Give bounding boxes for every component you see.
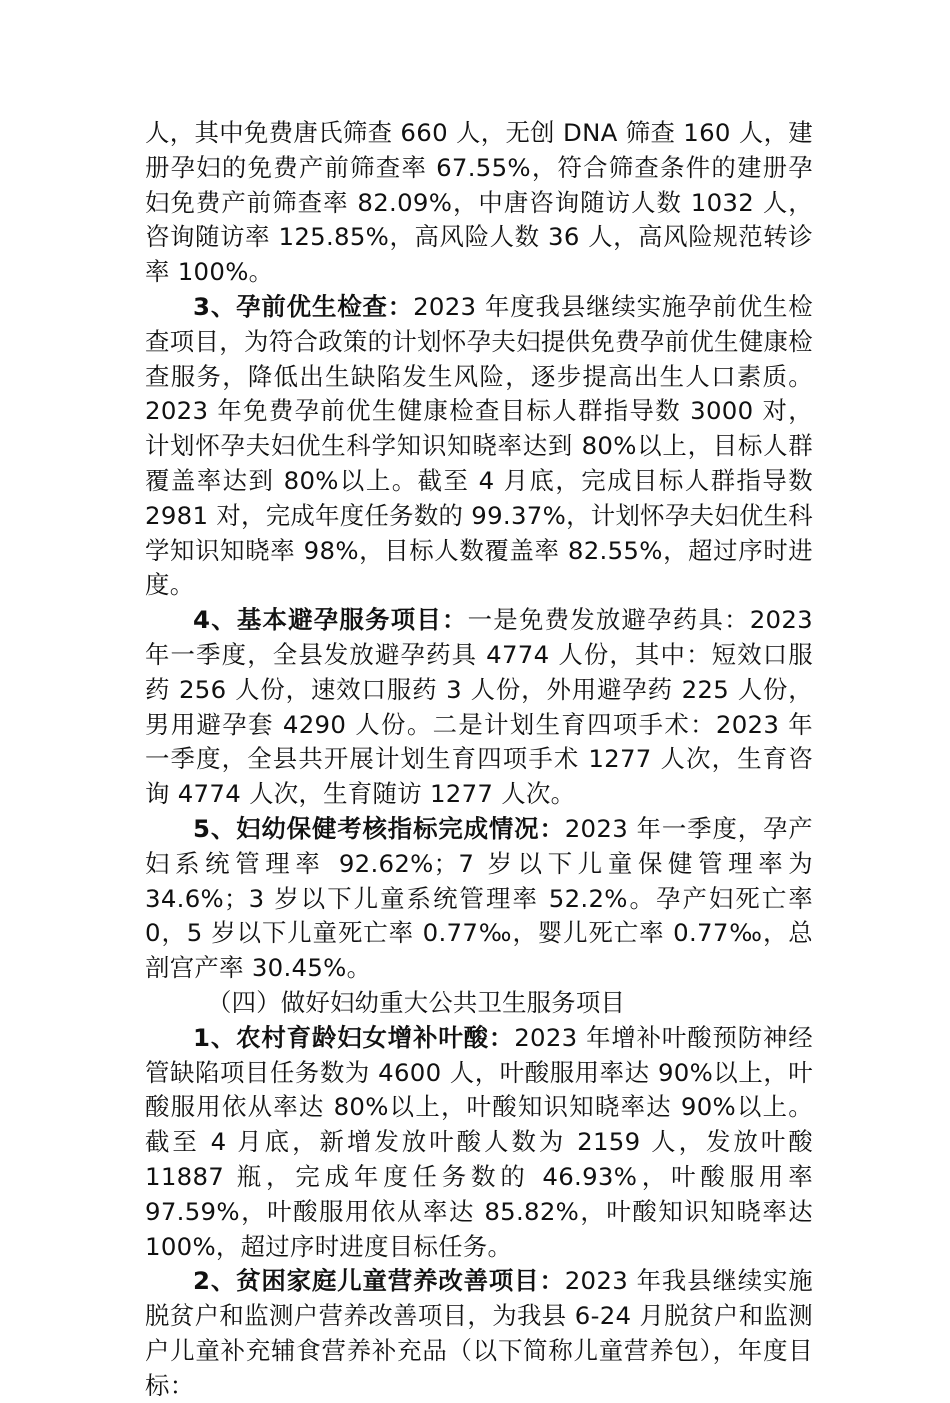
paragraph-folic-acid [145,1021,813,1265]
paragraph-text: 2023 年一季度，孕产妇系统管理率 92.62%；7 岁以下儿童保健管理率为 34.6%；3 岁以下儿童系统管理率 52.2%。孕产妇死亡率 0，5 岁以下儿童死亡率 0.77‰，婴儿死亡率 0.77‰，总剖宫产率 30.45%。 [145,813,813,983]
section-heading [145,986,813,1021]
paragraph-lead-heading: 5、妇幼保健考核指标完成情况： [193,813,565,843]
paragraph-text: 2023 年度我县继续实施孕前优生检查项目，为符合政策的计划怀孕夫妇提供免费孕前优生健康检查服务，降低出生缺陷发生风险，逐步提高出生人口素质。2023 年免费孕前优生健康检查目标人群指导数 3000 对，计划怀孕夫妇优生科学知识知晓率达到 80%以上，目标人群覆盖率达到 80%以上。截至 4 月底，完成目标人群指导数 2981 对，完成年度任务数的 99.37%，计划怀孕夫妇优生科学知识知晓率 98%，目标人数覆盖率 82.55%，超过序时进度。 [145,291,813,600]
paragraph-text: 2023 年增补叶酸预防神经管缺陷项目任务数为 4600 人，叶酸服用率达 90%以上，叶酸服用依从率达 80%以上，叶酸知识知晓率达 90%以上。截至 4 月底，新增发放叶酸人数为 2159 人，发放叶酸 11887 瓶，完成年度任务数的 46.93%，叶酸服用率 97.59%，叶酸服用依从率达 85.82%，叶酸知识知晓率达 100%，超过序时进度目标任务。 [145,1022,814,1261]
paragraph-lead-heading: 3、孕前优生检查： [193,291,414,321]
paragraph-maternal-child-indicators [145,812,813,986]
paragraph-prenatal-screening-stats [145,116,813,290]
document-body [145,116,813,1403]
paragraph-text: 2023 年我县继续实施脱贫户和监测户营养改善项目，为我县 6-24 月脱贫户和监测户儿童补充辅食营养补充品（以下简称儿童营养包），年度目标： [145,1266,813,1400]
paragraph-text: 一是免费发放避孕药具：2023 年一季度，全县发放避孕药具 4774 人份，其中：短效口服药 256 人份，速效口服药 3 人份，外用避孕药 225 人份，男用避孕套 4290 人份。二是计划生育四项手术：2023 年一季度，全县共开展计划生育四项手术 1277 人次，生育咨询 4774 人次，生育随访 1277 人次。 [145,605,813,809]
section-heading-text: （四）做好妇幼重大公共卫生服务项目 [207,987,626,1017]
paragraph-lead-heading: 1、农村育龄妇女增补叶酸： [193,1022,515,1052]
paragraph-child-nutrition [145,1264,813,1403]
paragraph-contraception-service [145,603,813,812]
paragraph-text: 人，其中免费唐氏筛查 660 人，无创 DNA 筛查 160 人，建册孕妇的免费产前筛查率 67.55%，符合筛查条件的建册孕妇免费产前筛查率 82.09%，中唐咨询随访人数 1032 人，咨询随访率 125.85%，高风险人数 36 人，高风险规范转诊率 100%。 [145,118,813,287]
paragraph-lead-heading: 4、基本避孕服务项目： [193,605,468,635]
paragraph-lead-heading: 2、贫困家庭儿童营养改善项目： [193,1266,565,1296]
paragraph-preconception-check [145,290,813,603]
